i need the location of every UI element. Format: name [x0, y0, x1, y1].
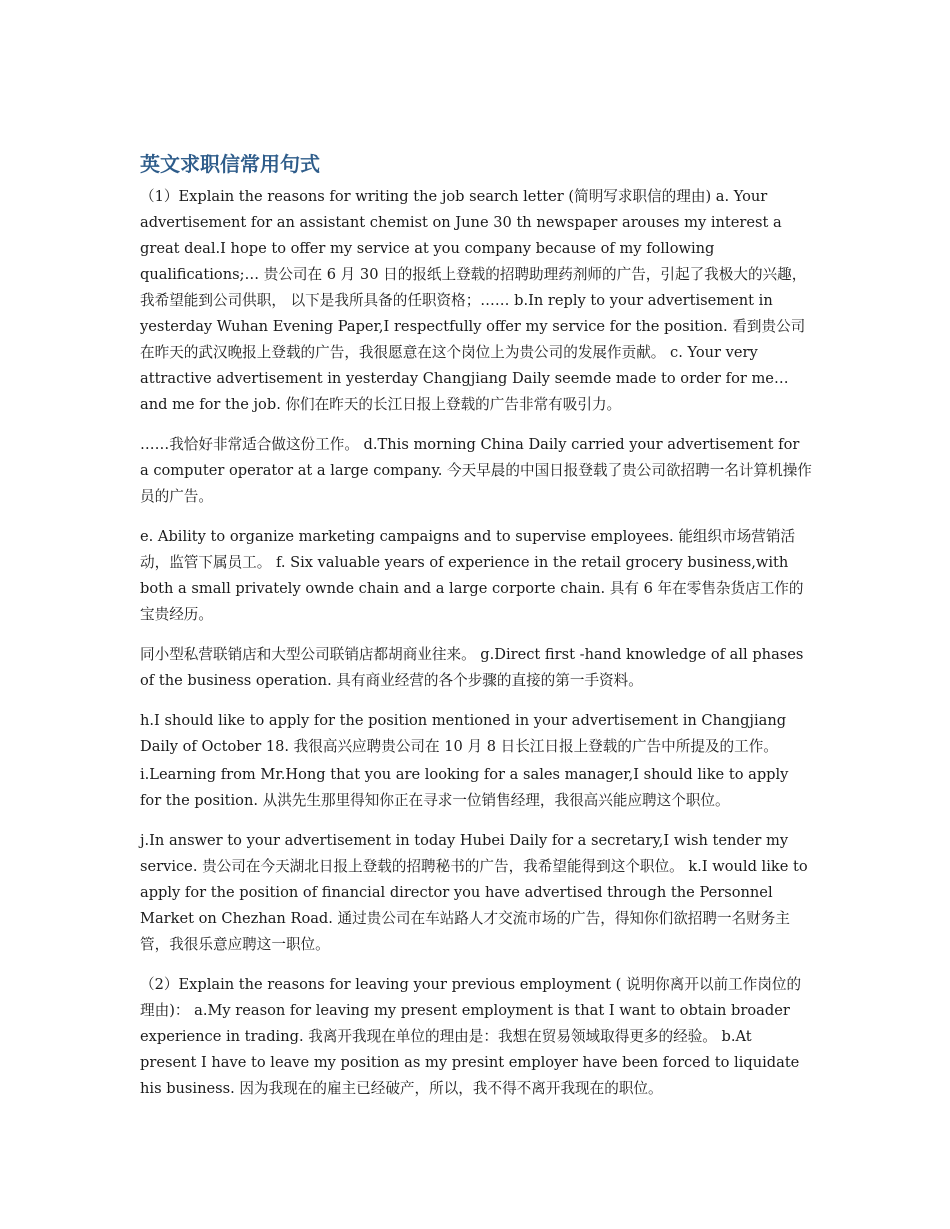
paragraph-sales-manager: i.Learning from Mr.Hong that you are looking for a sales manager,I should like to apply for the position. 从洪先生那里得知你正在寻求一位销售经理，我很高兴能应聘这个职位。: [140, 766, 789, 809]
paragraph-business-knowledge: 同小型私营联销店和大型公司联销店都胡商业往来。 g.Direct first -hand knowledge of all phases of the business operation. 具有商业经营的各个步骤的直接的第一手资料。: [140, 646, 804, 689]
paragraph-reasons-for-leaving: （2）Explain the reasons for leaving your previous employment ( 说明你离开以前工作岗位的理由)： a.My reason for leaving my present employment is that I want to obtain broader experience in trading. 我离开我现在单位的理由是：我想在贸易领域取得更多的经验。 b.At present I have to leave my position as my presint employer have been forced to liquidate his business. 因为我现在的雇主已经破产，所以，我不得不离开我现在的职位。: [140, 976, 802, 1097]
document-page: [140, 150, 812, 1116]
document-title: 英文求职信常用句式: [140, 152, 320, 176]
paragraph-secretary-financial-director: j.In answer to your advertisement in today Hubei Daily for a secretary,I wish tender my service. 贵公司在今天湖北日报上登载的招聘秘书的广告，我希望能得到这个职位。 k.I would like to apply for the position of financial director you have advertised through the Personnel Market on Chezhan Road. 通过贵公司在车站路人才交流市场的广告，得知你们欲招聘一名财务主管，我很乐意应聘这一职位。: [140, 832, 808, 953]
paragraph-ability-experience: e. Ability to organize marketing campaigns and to supervise employees. 能组织市场营销活动，监管下属员工。 f. Six valuable years of experience in the retail grocery business,with both a small privately ownde chain and a large corporte chain. 具有 6 年在零售杂货店工作的宝贵经历。: [140, 528, 804, 623]
paragraph-reasons-for-writing: （1）Explain the reasons for writing the job search letter (简明写求职信的理由) a. Your advertisement for an assistant chemist on June 30 th newspaper arouses my interest a great deal.I hope to offer my service at you company because of my following qualifications;… 贵公司在 6 月 30 日的报纸上登载的招聘助理药剂师的广告，引起了我极大的兴趣，我希望能到公司供职， 以下是我所具备的任职资格；…… b.In reply to your advertisement in yesterday Wuhan Evening Paper,I respectfully offer my service for the position. 看到贵公司在昨天的武汉晚报上登载的广告，我很愿意在这个岗位上为贵公司的发展作贡献。 c. Your very attractive advertisement in yesterday Changjiang Daily seemde made to order for me…and me for the job. 你们在昨天的长江日报上登载的广告非常有吸引力。: [140, 188, 807, 413]
paragraph-suitable-for-job: ……我恰好非常适合做这份工作。 d.This morning China Daily carried your advertisement for a computer operator at a large company. 今天早晨的中国日报登载了贵公司欲招聘一名计算机操作员的广告。: [140, 436, 812, 505]
paragraph-apply-changjiang-daily: h.I should like to apply for the position mentioned in your advertisement in Changjiang Daily of October 18. 我很高兴应聘贵公司在 10 月 8 日长江日报上登载的广告中所提及的工作。: [140, 712, 787, 755]
